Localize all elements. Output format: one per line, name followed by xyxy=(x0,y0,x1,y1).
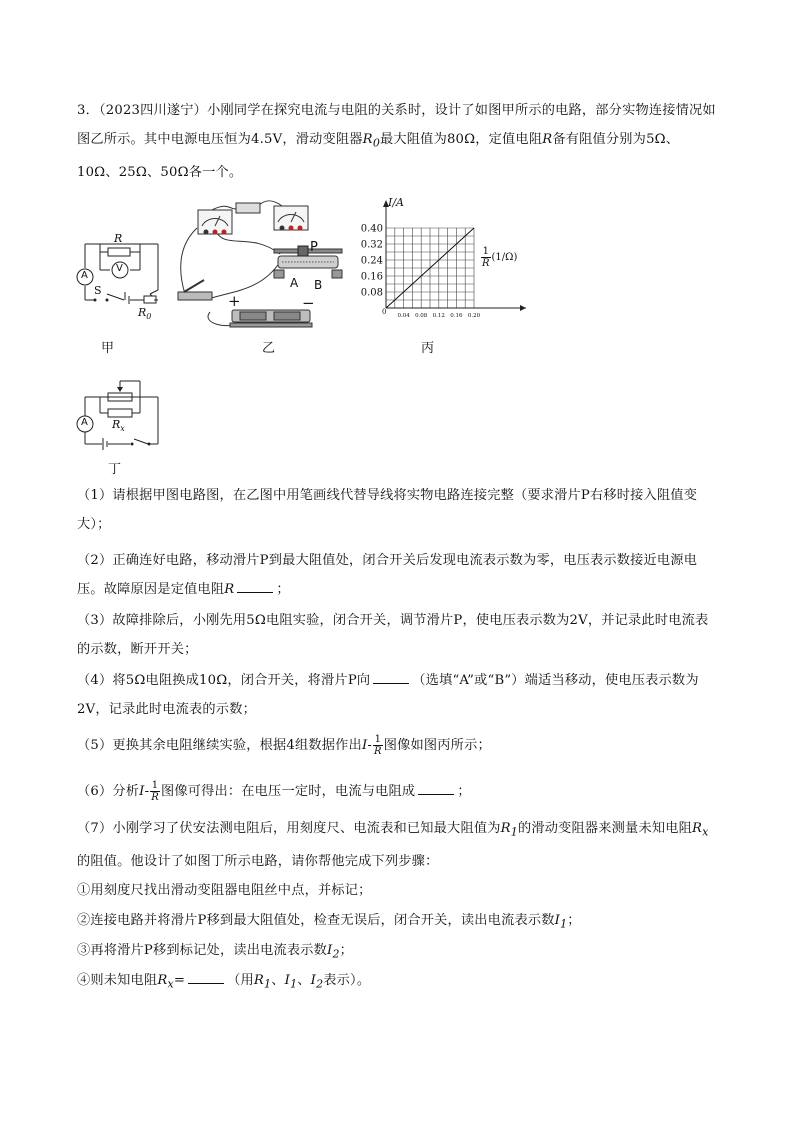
x-tick-label: 0.12 xyxy=(432,313,445,319)
step-3: （3）故障排除后，小刚先用5Ω电阻实验，闭合开关，调节滑片P，使电压表示数为2V，并记录此时电流表的示数，断开开关； xyxy=(77,613,709,657)
figure-bing-graph xyxy=(354,198,534,320)
ding-rx-label: $R_x$ xyxy=(112,418,125,434)
yi-a-label: A xyxy=(290,276,299,290)
answer-blank-4[interactable] xyxy=(373,669,409,684)
step-6: （6）分析I- $\frac{1}{R}$ 图像可得出：在电压一定时，电流与电阻成 ； xyxy=(77,780,471,803)
fraction-1-over-r: $\frac{1}{R}$ xyxy=(374,734,382,757)
step-7-2: ②连接电路并将滑片P移到最大阻值处，检查无误后，闭合开关，读出电流表示数$I_1$； xyxy=(77,913,581,931)
bing-origin-label: 0 xyxy=(382,308,387,316)
y-tick-label: 0.24 xyxy=(360,255,383,267)
step-7-3: ③再将滑片P移到标记处，读出电流表示数$I_2$； xyxy=(77,943,354,961)
bing-xlabel: $\frac{1}{R}$ (1/Ω) xyxy=(482,246,518,269)
answer-blank-6[interactable] xyxy=(418,780,454,795)
step-7: （7）小刚学习了伏安法测电阻后，用刻度尺、电流表和已知最大阻值为$R_1$的滑动变阻器来测量未知电阻$R_x$的阻值。他设计了如图丁所示电路，请你帮他完成下列步骤： xyxy=(77,821,709,869)
step-2: （2）正确连好电路，移动滑片P到最大阻值处，闭合开关后发现电流表示数为零，电压表示数接近电源电压。故障原因是定值电阻R ； xyxy=(77,553,698,597)
x-tick-label: 0.08 xyxy=(415,313,428,319)
figure-ding-caption: 丁 xyxy=(108,462,122,477)
x-tick-label: 0.20 xyxy=(467,313,481,319)
fraction-1-over-r: $\frac{1}{R}$ xyxy=(151,780,159,803)
jia-switch-label: S xyxy=(94,284,102,297)
step-7-4: ④则未知电阻$R_x=$ （用$R_1$、$I_1$、$I_2$表示）。 xyxy=(77,966,719,999)
figure-jia-caption: 甲 xyxy=(101,341,115,356)
step-7-1: ①用刻度尺找出滑动变阻器电阻丝中点，并标记； xyxy=(77,883,372,898)
figure-yi-apparatus xyxy=(170,196,355,331)
question-intro: 3．（2023四川遂宁）小刚同学在探究电流与电阻的关系时，设计了如图甲所示的电路，部分实物连接情况如图乙所示。其中电源电压恒为4.5V，滑动变阻器$R_0$最大阻值为80Ω，定值电阻R备有阻值分别为5Ω、10Ω、25Ω、50Ω各一个。 xyxy=(77,103,716,180)
y-tick-label: 0.40 xyxy=(360,223,383,235)
x-axis-arrow xyxy=(520,305,526,311)
y-tick-label: 0.16 xyxy=(360,271,383,283)
yi-minus-label: − xyxy=(302,294,315,312)
y-tick-label: 0.08 xyxy=(360,287,383,299)
figure-jia-circuit xyxy=(70,230,165,330)
figure-ding-circuit xyxy=(70,376,165,456)
jia-resistor-label: R xyxy=(114,232,123,245)
x-tick-label: 0.16 xyxy=(450,313,463,319)
step-1: （1）请根据甲图电路图，在乙图中用笔画线代替导线将实物电路连接完整（要求滑片P右移时接入阻值变大）； xyxy=(77,488,698,532)
x-tick-label: 0.04 xyxy=(397,313,410,319)
y-tick-label: 0.32 xyxy=(360,239,383,251)
jia-ammeter-label: A xyxy=(81,270,88,281)
yi-p-label: P xyxy=(310,240,318,255)
yi-plus-label: + xyxy=(228,292,241,310)
bing-ylabel: I/A xyxy=(388,196,404,209)
yi-b-label: B xyxy=(314,278,323,292)
jia-rheostat-label: $R_0$ xyxy=(138,306,152,322)
step-4: （4）将5Ω电阻换成10Ω，闭合开关，将滑片P向 （选填“A”或“B”）端适当移动，使电压表示数为2V，记录此时电流表的示数； xyxy=(77,666,719,724)
step-5: （5）更换其余电阻继续实验，根据4组数据作出I- $\frac{1}{R}$ 图像如图丙所示； xyxy=(77,734,491,757)
jia-voltmeter-label: V xyxy=(116,263,123,274)
figure-yi-caption: 乙 xyxy=(262,341,276,356)
answer-blank-7[interactable] xyxy=(188,969,224,984)
answer-blank-2[interactable] xyxy=(237,578,273,593)
ding-ammeter-label: A xyxy=(81,417,88,428)
figure-bing-caption: 丙 xyxy=(421,341,435,356)
